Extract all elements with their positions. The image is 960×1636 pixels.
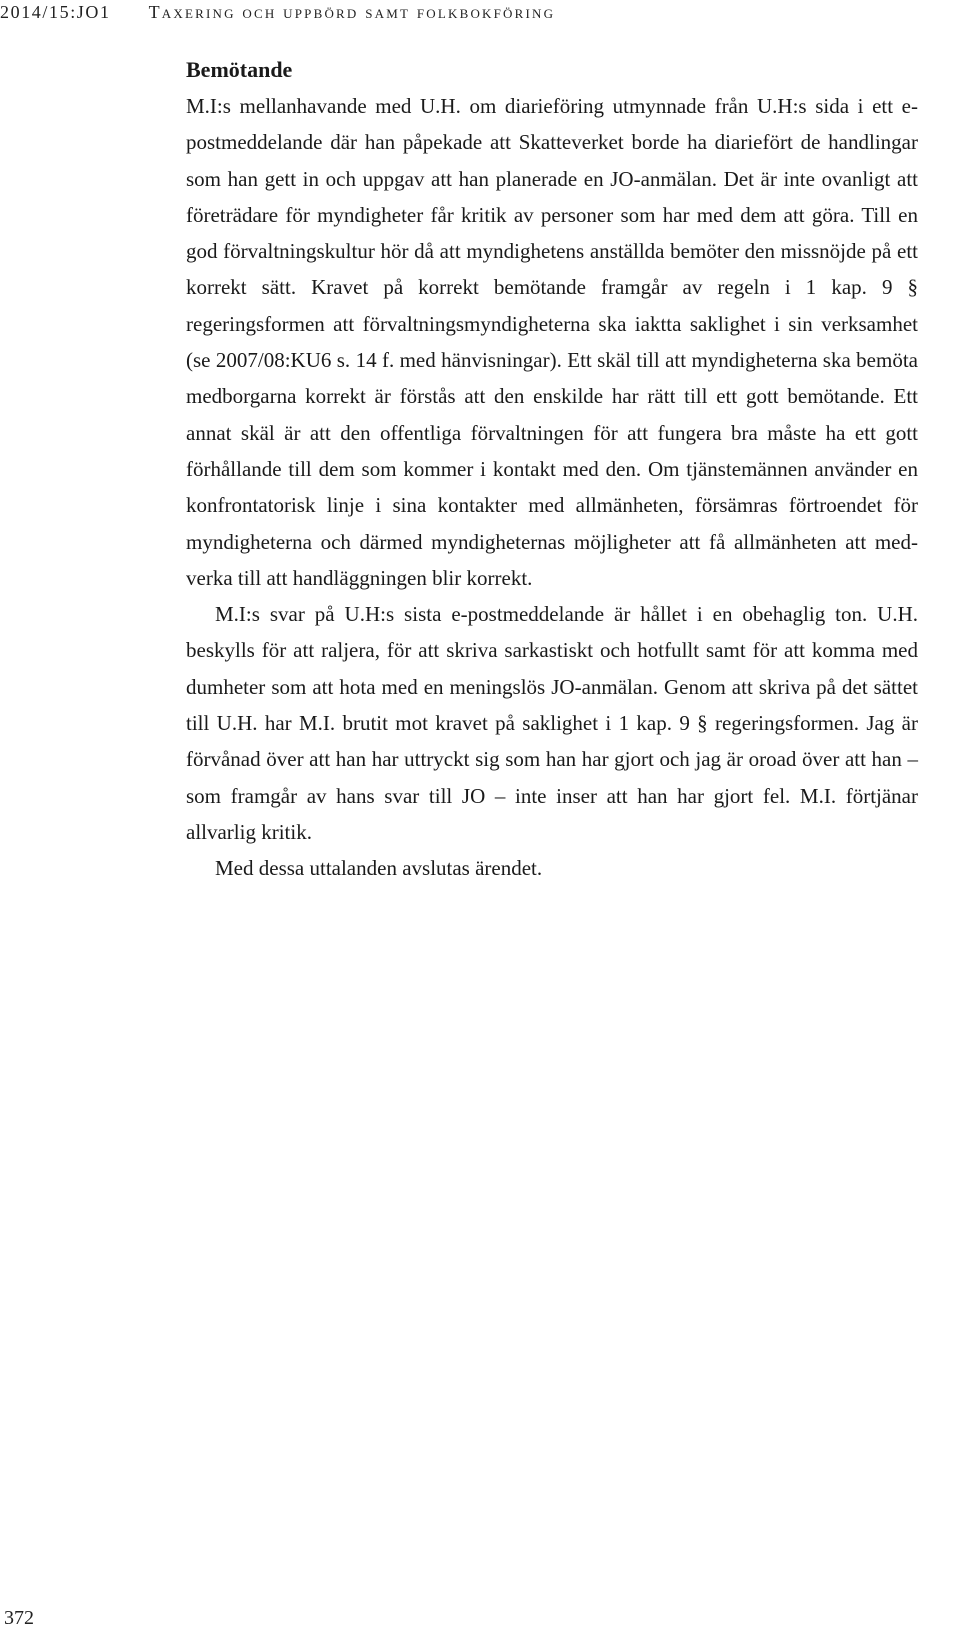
page-number: 372 [4, 1607, 34, 1629]
paragraph-3: Med dessa uttalanden avslutas ärendet. [215, 856, 543, 881]
chapter-title: Taxering och uppbörd samt folkbokföring [148, 2, 556, 22]
paragraph-1: M.I:s mellanhavande med U.H. om diarieföring utmynnade från U.H:s sida i ett e-postmeddelande där han påpekade att Skatteverket borde ha diariefört de handlingar som han gett in och uppgav att han planerade en JO-anmälan. Det är inte ovanligt att företrädare för myndigheter får kritik av personer som har med dem att göra. Till en god förvaltningskultur hör då att myndighetens anställda bemöter den missnöjde på ett korrekt sätt. Kravet på korrekt bemötande framgår av regeln i 1 kap. 9 § regeringsformen att förvaltningsmyndigheterna ska iaktta saklighet i sin verksamhet (se 2007/08:KU6 s. 14 f. med hänvisningar). Ett skäl till att myndigheterna ska bemöta medborgarna korrekt är förstås att den enskilde har rätt till ett gott bemötande. Ett annat skäl är att den offentliga förvaltningen för att fungera bra måste ha ett gott förhållande till dem som kommer i kontakt med den. Om tjänstemännen använder en konfrontatorisk linje i sina kontakter med allmänheten, försämras förtroendet för myndigheterna och därmed myndigheternas möjligheter att få allmänheten att medverka till att handläggningen blir korrekt. [186, 94, 918, 590]
paragraph-2: M.I:s svar på U.H:s sista e-postmeddelande är hållet i en obehaglig ton. U.H. beskylls för att raljera, för att skriva sarkastiskt och hotfullt samt för att komma med dumheter som att hota med en meningslös JO-anmälan. Genom att skriva på det sättet till U.H. har M.I. brutit mot kravet på saklighet i 1 kap. 9 § regeringsformen. Jag är förvånad över att han har uttryckt sig som han har gjort och jag är oroad över att han – som framgår av hans svar till JO – inte inser att han har gjort fel. M.I. förtjänar allvarlig kritik. [186, 602, 918, 844]
section-heading: Bemötande [186, 57, 293, 82]
running-head [0, 2, 555, 23]
document-reference: 2014/15:JO1 [0, 2, 111, 22]
main-content [186, 52, 918, 887]
